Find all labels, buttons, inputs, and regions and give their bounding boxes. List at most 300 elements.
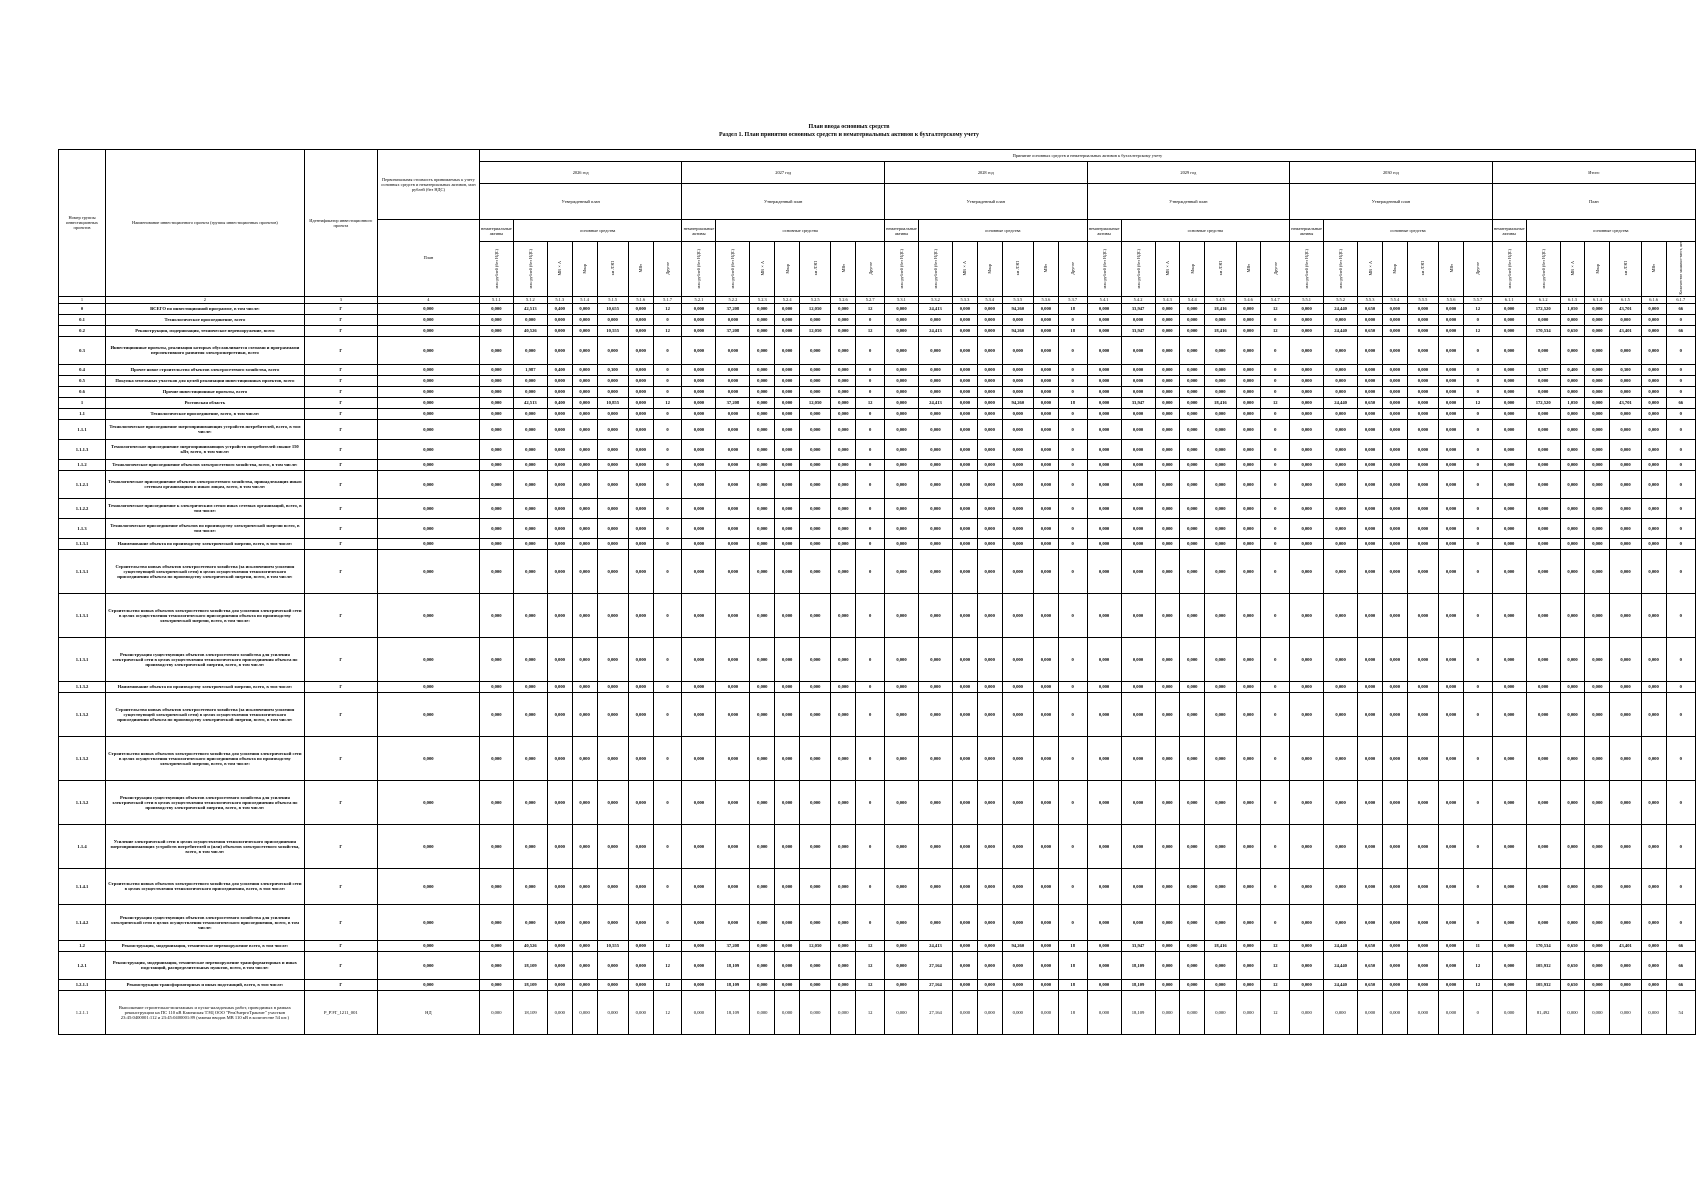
row-value: 0,000 — [1002, 824, 1033, 868]
row-value: 0,000 — [1205, 364, 1236, 375]
row-value: 0,000 — [1002, 990, 1033, 1034]
row-initial-cost: 0,000 — [377, 397, 479, 408]
row-value: 0,000 — [952, 904, 977, 940]
row-value: 0,000 — [1585, 375, 1610, 386]
table-row — [59, 459, 1696, 470]
table-row — [59, 538, 1696, 549]
row-value: 0,000 — [1610, 904, 1641, 940]
row-value: 0,000 — [918, 593, 952, 637]
row-project-id: P_РЭТ_1211_001 — [304, 990, 377, 1034]
row-value: 0,000 — [1439, 549, 1464, 593]
row-value: 0,000 — [1180, 538, 1205, 549]
row-value: 0,000 — [1121, 549, 1155, 593]
row-value: 0,000 — [1439, 397, 1464, 408]
row-value: 0,000 — [1033, 325, 1058, 336]
row-value: 0,000 — [952, 386, 977, 397]
row-value: 0,000 — [1407, 408, 1438, 419]
row-value: 0,000 — [831, 990, 856, 1034]
header-index-row — [59, 296, 1696, 303]
row-value: 0,000 — [1382, 780, 1407, 824]
row-value: 0,000 — [775, 375, 800, 386]
header-unit — [1358, 242, 1383, 297]
row-value: 0,000 — [1155, 303, 1180, 314]
row-value: 18 — [1058, 940, 1087, 951]
title-line-1: План ввода основных средств — [808, 124, 890, 130]
row-value: 0 — [1058, 459, 1087, 470]
row-value: 0,000 — [1407, 951, 1438, 979]
row-value: 0,000 — [1492, 549, 1526, 593]
row-value: 0,000 — [1180, 498, 1205, 518]
row-value: 0,000 — [572, 375, 597, 386]
column-index: 5.4.7 — [1261, 296, 1290, 303]
row-value: 0,000 — [1002, 419, 1033, 439]
row-value: 0,000 — [1236, 397, 1261, 408]
header-unit — [800, 242, 831, 297]
row-value: 0,000 — [682, 518, 716, 538]
row-value: 0,000 — [885, 459, 919, 470]
header-unit-text: Мвар — [1392, 263, 1398, 274]
row-value: 0,000 — [1033, 593, 1058, 637]
row-value: 0,000 — [918, 518, 952, 538]
row-value: 0,000 — [1358, 736, 1383, 780]
row-value: 0,000 — [1205, 408, 1236, 419]
row-project-name: Реконструкция, модернизация, техническое перевооружение трансформаторных и иных подстанций, распределительных пунктов, всего, в том числе: — [106, 951, 305, 979]
row-project-id: Г — [304, 419, 377, 439]
row-value: 0,300 — [597, 364, 628, 375]
row-value: 0,000 — [1585, 459, 1610, 470]
row-value: 0,000 — [1180, 549, 1205, 593]
row-value: 0,000 — [479, 868, 513, 904]
row-value: 0,000 — [1121, 824, 1155, 868]
row-value: 0,000 — [547, 990, 572, 1034]
row-value: 0,000 — [716, 364, 750, 375]
row-value: 0,000 — [547, 325, 572, 336]
row-value: 33,947 — [1121, 397, 1155, 408]
row-value: 0,000 — [775, 459, 800, 470]
row-value: 0,000 — [750, 325, 775, 336]
row-value: 0,000 — [885, 824, 919, 868]
row-value: 40,526 — [513, 325, 547, 336]
row-value: 0,000 — [885, 549, 919, 593]
row-value: 0,000 — [750, 538, 775, 549]
row-value: 0,000 — [716, 868, 750, 904]
row-value: 12 — [1261, 951, 1290, 979]
row-value: 1,987 — [513, 364, 547, 375]
row-value: 0,000 — [547, 780, 572, 824]
row-value: 0,000 — [572, 419, 597, 439]
row-value: 0,000 — [1641, 518, 1666, 538]
header-unit-text: млн рублей (без НДС) — [898, 248, 904, 289]
row-value: 0,000 — [628, 990, 653, 1034]
header-unit-text: Мвар — [582, 263, 588, 274]
row-value: 0 — [653, 314, 682, 325]
column-index: 5.5.2 — [1324, 296, 1358, 303]
row-value: 0 — [1463, 593, 1492, 637]
header-unit — [1439, 242, 1464, 297]
row-value: 0,000 — [628, 386, 653, 397]
row-value: 12 — [1463, 979, 1492, 990]
row-value: 0,000 — [1492, 498, 1526, 518]
row-value: 0,000 — [1121, 439, 1155, 459]
row-value: 0,000 — [1180, 386, 1205, 397]
row-value: 0,000 — [547, 736, 572, 780]
row-value: 0,000 — [800, 364, 831, 375]
row-value: 0,000 — [918, 780, 952, 824]
row-value: 0,000 — [597, 386, 628, 397]
row-value: 12 — [1463, 303, 1492, 314]
row-value: 0,000 — [682, 990, 716, 1034]
row-number: 1.2.1 — [59, 951, 106, 979]
row-value: 0,000 — [1585, 681, 1610, 692]
row-value: 0,000 — [1155, 314, 1180, 325]
row-value: 0,000 — [918, 681, 952, 692]
row-value: 0,000 — [547, 386, 572, 397]
header-year: 2027 год — [682, 162, 885, 184]
row-value: 42,513 — [513, 303, 547, 314]
row-value: 0,000 — [952, 824, 977, 868]
row-value: 0,000 — [1641, 824, 1666, 868]
row-value: 0,000 — [775, 549, 800, 593]
row-value: 0,000 — [1641, 736, 1666, 780]
row-value: 0,000 — [1087, 824, 1121, 868]
row-value: 0,000 — [1033, 408, 1058, 419]
row-value: 0,000 — [572, 868, 597, 904]
row-value: 0,000 — [597, 681, 628, 692]
row-value: 0,000 — [1087, 459, 1121, 470]
row-value: 0,000 — [1526, 538, 1560, 549]
row-value: 0,000 — [1290, 593, 1324, 637]
header-unit — [716, 242, 750, 297]
row-value: 0,000 — [800, 408, 831, 419]
row-value: 0,000 — [1585, 979, 1610, 990]
row-value: 0,000 — [1033, 736, 1058, 780]
row-value: 0,650 — [1560, 940, 1585, 951]
row-value: 0,000 — [1382, 498, 1407, 518]
row-value: 66 — [1666, 940, 1696, 951]
row-value: 0,000 — [1641, 681, 1666, 692]
header-unit — [1382, 242, 1407, 297]
row-value: 172,520 — [1526, 397, 1560, 408]
row-value: 0,000 — [775, 498, 800, 518]
row-value: 0,000 — [1382, 736, 1407, 780]
row-value: 0,000 — [1155, 408, 1180, 419]
header-unit — [1641, 242, 1666, 297]
row-value: 0,000 — [1492, 518, 1526, 538]
row-value: 0 — [1261, 904, 1290, 940]
row-value: 0,000 — [977, 736, 1002, 780]
header-unit — [597, 242, 628, 297]
row-value: 0 — [653, 637, 682, 681]
row-initial-cost: 0,000 — [377, 904, 479, 940]
row-value: 0,000 — [831, 692, 856, 736]
row-value: 0,000 — [628, 692, 653, 736]
row-project-name: Реконструкция, модернизация, техническое перевооружение всего, в том числе: — [106, 940, 305, 951]
row-value: 0,000 — [1358, 681, 1383, 692]
row-value: 0,000 — [1439, 364, 1464, 375]
row-value: 0,000 — [1407, 637, 1438, 681]
row-value: 24,440 — [1324, 397, 1358, 408]
row-value: 0,650 — [1358, 397, 1383, 408]
row-value: 0,000 — [885, 470, 919, 498]
row-value: 0,000 — [977, 979, 1002, 990]
row-value: 0,000 — [682, 681, 716, 692]
row-value: 0,000 — [1407, 336, 1438, 364]
row-value: 0,000 — [952, 336, 977, 364]
row-value: 0,000 — [885, 940, 919, 951]
row-value: 0,000 — [750, 692, 775, 736]
row-value: 0,000 — [1439, 419, 1464, 439]
row-value: 0,000 — [775, 681, 800, 692]
row-value: 0,000 — [1033, 979, 1058, 990]
row-value: 0,000 — [1407, 824, 1438, 868]
row-project-id: Г — [304, 518, 377, 538]
row-value: 0,000 — [1526, 439, 1560, 459]
column-index: 5.3.2 — [918, 296, 952, 303]
row-project-id: Г — [304, 692, 377, 736]
row-value: 0,000 — [1526, 637, 1560, 681]
row-project-name: Инвестиционные проекты, реализация которых обуславливается схемами и программами перспективного развития электроэнергетики, всего — [106, 336, 305, 364]
row-value: 0,000 — [750, 951, 775, 979]
column-index: 4 — [377, 296, 479, 303]
row-value: 0,000 — [831, 736, 856, 780]
table-row — [59, 736, 1696, 780]
row-value: 0,000 — [1236, 538, 1261, 549]
row-value: 0 — [1666, 439, 1696, 459]
row-value: 0,000 — [775, 386, 800, 397]
row-value: 12 — [856, 303, 885, 314]
row-value: 0,000 — [716, 538, 750, 549]
row-value: 27,164 — [918, 990, 952, 1034]
row-value: 0,000 — [831, 780, 856, 824]
row-value: 0,000 — [1407, 364, 1438, 375]
row-value: 27,164 — [918, 979, 952, 990]
row-value: 0,000 — [977, 940, 1002, 951]
row-value: 0,000 — [479, 303, 513, 314]
row-value: 0,000 — [682, 692, 716, 736]
row-value: 0,000 — [1290, 951, 1324, 979]
row-value: 0,000 — [1492, 459, 1526, 470]
header-unit — [856, 242, 885, 297]
row-value: 0,000 — [952, 303, 977, 314]
column-index: 6.1.4 — [1585, 296, 1610, 303]
row-value: 0,000 — [1407, 868, 1438, 904]
row-value: 0,000 — [1492, 386, 1526, 397]
row-value: 0 — [1058, 736, 1087, 780]
row-value: 0,000 — [977, 518, 1002, 538]
row-value: 0,000 — [1585, 780, 1610, 824]
row-value: 0,000 — [775, 419, 800, 439]
row-value: 18,109 — [716, 979, 750, 990]
column-index: 5.3.4 — [977, 296, 1002, 303]
table-row — [59, 979, 1696, 990]
row-value: 0 — [1058, 314, 1087, 325]
row-value: 10,655 — [597, 303, 628, 314]
row-value: 0 — [856, 498, 885, 518]
row-value: 0,000 — [952, 951, 977, 979]
row-value: 0,000 — [597, 904, 628, 940]
column-index: 5.1.5 — [597, 296, 628, 303]
row-value: 0,000 — [1002, 637, 1033, 681]
row-value: 0,000 — [977, 692, 1002, 736]
row-value: 0,000 — [1358, 593, 1383, 637]
row-value: 0,000 — [800, 549, 831, 593]
row-value: 0 — [1666, 386, 1696, 397]
row-value: 0,000 — [1358, 990, 1383, 1034]
row-value: 0,000 — [1324, 439, 1358, 459]
row-value: 0,000 — [977, 386, 1002, 397]
row-value: 0,000 — [1121, 904, 1155, 940]
row-value: 0,000 — [918, 470, 952, 498]
row-value: 0 — [1058, 498, 1087, 518]
row-value: 0,000 — [750, 904, 775, 940]
row-value: 0 — [653, 386, 682, 397]
row-value: 0,000 — [1610, 459, 1641, 470]
row-value: 0,000 — [831, 419, 856, 439]
row-value: 0,000 — [831, 538, 856, 549]
row-value: 0,000 — [479, 990, 513, 1034]
row-value: 0,000 — [1087, 904, 1121, 940]
row-value: 0,000 — [597, 990, 628, 1034]
row-value: 0,000 — [1290, 990, 1324, 1034]
row-value: 0,000 — [1155, 637, 1180, 681]
row-value: 0,000 — [1610, 990, 1641, 1034]
row-value: 0,000 — [682, 593, 716, 637]
row-value: 0,000 — [1236, 518, 1261, 538]
row-value: 0,000 — [1382, 637, 1407, 681]
row-value: 0,000 — [750, 408, 775, 419]
column-index: 5.2.5 — [800, 296, 831, 303]
row-value: 0,000 — [1002, 439, 1033, 459]
row-value: 0,000 — [1407, 439, 1438, 459]
row-value: 24,413 — [918, 940, 952, 951]
row-value: 0,000 — [1087, 951, 1121, 979]
row-number: 1.1.3 — [59, 518, 106, 538]
row-value: 43,401 — [1610, 325, 1641, 336]
row-value: 0,000 — [1585, 386, 1610, 397]
header-year: 2028 год — [885, 162, 1088, 184]
row-value: 0 — [1463, 637, 1492, 681]
row-value: 0,000 — [952, 325, 977, 336]
row-value: 0,000 — [547, 375, 572, 386]
row-value: 0,000 — [1033, 303, 1058, 314]
row-value: 0,000 — [1407, 325, 1438, 336]
row-value: 0,000 — [1560, 518, 1585, 538]
row-initial-cost: 0,000 — [377, 637, 479, 681]
row-value: 0,000 — [1033, 868, 1058, 904]
row-value: 0,000 — [977, 314, 1002, 325]
row-value: 0,000 — [1358, 538, 1383, 549]
row-value: 0 — [1666, 549, 1696, 593]
column-index: 6.1.1 — [1492, 296, 1526, 303]
row-initial-cost: 0,000 — [377, 408, 479, 419]
row-value: 0,400 — [547, 364, 572, 375]
row-value: 0,000 — [1290, 419, 1324, 439]
row-value: 0,000 — [831, 364, 856, 375]
row-value: 0 — [1058, 408, 1087, 419]
row-value: 0,000 — [1585, 518, 1610, 538]
row-value: 0,000 — [1560, 419, 1585, 439]
row-value: 0,000 — [1492, 439, 1526, 459]
row-value: 18,109 — [1121, 990, 1155, 1034]
row-value: 0,000 — [1407, 979, 1438, 990]
row-value: 0,000 — [479, 637, 513, 681]
row-value: 0,000 — [572, 408, 597, 419]
header-unit — [750, 242, 775, 297]
row-value: 0,000 — [800, 692, 831, 736]
header-unit-text: млн рублей (без НДС) — [1540, 248, 1546, 289]
row-value: 0,000 — [479, 681, 513, 692]
row-number: 1.1.2.1 — [59, 470, 106, 498]
row-value: 0,000 — [1121, 498, 1155, 518]
row-value: 0,000 — [479, 364, 513, 375]
row-value: 0,000 — [597, 736, 628, 780]
row-value: 94,260 — [1002, 397, 1033, 408]
row-value: 0,000 — [1236, 824, 1261, 868]
row-value: 0 — [1666, 904, 1696, 940]
header-plan-type: Утвержденный план — [1087, 184, 1290, 220]
row-value: 0,000 — [918, 736, 952, 780]
row-value: 0,000 — [918, 364, 952, 375]
row-value: 0,000 — [1205, 951, 1236, 979]
row-value: 0,000 — [479, 538, 513, 549]
row-value: 12 — [1261, 979, 1290, 990]
row-initial-cost: 0,000 — [377, 549, 479, 593]
row-value: 0,000 — [750, 979, 775, 990]
row-value: 0,000 — [1180, 593, 1205, 637]
row-value: 0,000 — [977, 470, 1002, 498]
row-value: 0,000 — [716, 498, 750, 518]
row-value: 0,000 — [1439, 692, 1464, 736]
row-value: 0,000 — [1560, 408, 1585, 419]
row-value: 0,000 — [572, 736, 597, 780]
row-value: 0 — [856, 736, 885, 780]
row-value: 0,000 — [952, 364, 977, 375]
row-value: 0,000 — [1358, 336, 1383, 364]
row-value: 0 — [1463, 780, 1492, 824]
header-plan-type: План — [1492, 184, 1695, 220]
row-value: 0,000 — [513, 692, 547, 736]
row-value: 0,000 — [1610, 375, 1641, 386]
row-value: 0 — [856, 692, 885, 736]
row-value: 0 — [856, 386, 885, 397]
row-value: 0,000 — [682, 637, 716, 681]
row-value: 0,000 — [513, 681, 547, 692]
row-value: 0,000 — [1324, 459, 1358, 470]
row-value: 0,000 — [800, 419, 831, 439]
row-value: 18 — [1058, 951, 1087, 979]
row-value: 0,000 — [952, 470, 977, 498]
header-unit — [1463, 242, 1492, 297]
row-value: 0,000 — [1087, 538, 1121, 549]
row-value: 0,000 — [1492, 303, 1526, 314]
row-number: 0.1 — [59, 314, 106, 325]
row-value: 0,000 — [628, 375, 653, 386]
row-value: 0,000 — [800, 470, 831, 498]
row-value: 0,000 — [1180, 951, 1205, 979]
row-value: 0,000 — [1236, 940, 1261, 951]
column-index: 5.2.1 — [682, 296, 716, 303]
row-value: 0,000 — [952, 518, 977, 538]
row-value: 0,000 — [1526, 681, 1560, 692]
row-value: 0,000 — [1439, 386, 1464, 397]
row-value: 0,000 — [1382, 681, 1407, 692]
row-value: 18,109 — [513, 979, 547, 990]
row-value: 0,000 — [1290, 408, 1324, 419]
row-value: 0,000 — [597, 780, 628, 824]
row-value: 0,000 — [682, 397, 716, 408]
row-value: 0,000 — [1641, 470, 1666, 498]
row-project-name: Технологическое присоединение энергопринимающих устройств потребителей свыше 150 кВт, всего, в том числе: — [106, 439, 305, 459]
